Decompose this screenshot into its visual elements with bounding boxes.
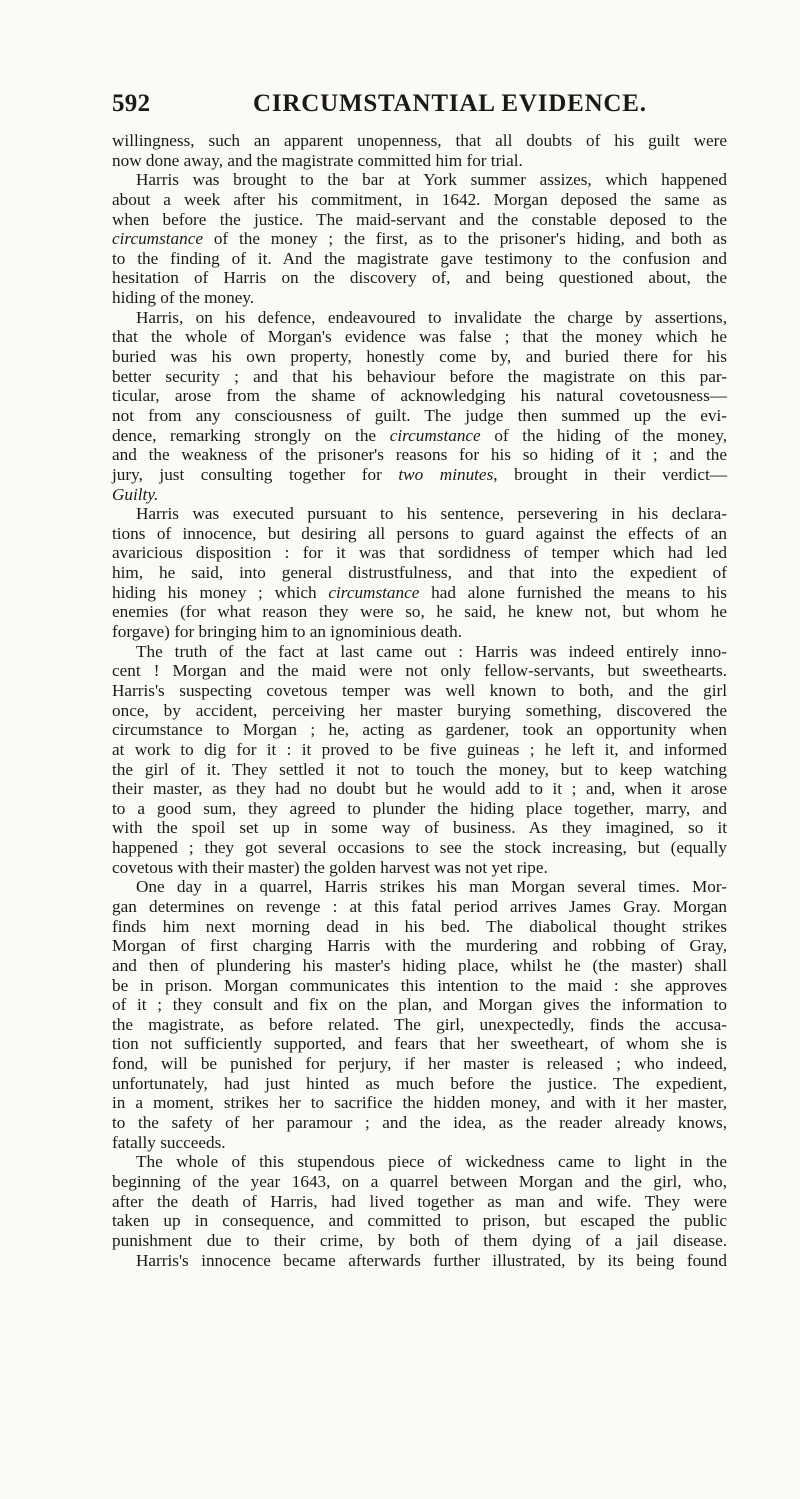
text-line: Harris, on his defence, endeavoured to invalidate the charge by assertions, [136, 307, 727, 327]
text-line: covetous with their master) the golden harvest was not yet ripe. [112, 857, 548, 877]
running-head: CIRCUMSTANTIAL EVIDENCE. [253, 90, 647, 117]
text-line: and then of plundering his master's hiding place, whilst he (the master) shall [112, 955, 727, 975]
text-line: One day in a quarrel, Harris strikes his man Morgan several times. Mor- [136, 877, 727, 897]
text-line: The truth of the fact at last came out : Harris was indeed entirely inno- [136, 641, 727, 661]
text-line: dence, remarking strongly on the circumstance of the hiding of the money, [112, 425, 727, 445]
text-line: and the weakness of the prisoner's reasons for his so hiding of it ; and the [112, 445, 727, 465]
text-line: of it ; they consult and fix on the plan, and Morgan gives the information to [112, 995, 727, 1015]
text-line: tion not sufficiently supported, and fears that her sweetheart, of whom she is [112, 1034, 727, 1054]
text-line: Harris was brought to the bar at York summer assizes, which happened [136, 170, 727, 190]
italic-text: Guilty. [112, 484, 159, 504]
text-line: their master, as they had no doubt but he would add to it ; and, when it arose [112, 779, 727, 799]
text-line: circumstance to Morgan ; he, acting as gardener, took an opportunity when [112, 720, 727, 740]
text-line [112, 485, 727, 505]
text-line: not from any consciousness of guilt. The judge then summed up the evi- [112, 405, 727, 425]
text-line: to a good sum, they agreed to plunder the hiding place together, marry, and [112, 798, 727, 818]
text-line: Harris's innocence became afterwards further illustrated, by its being found [136, 1250, 727, 1270]
text-line: to the finding of it. And the magistrate gave testimony to the confusion and [112, 248, 727, 268]
text-line: ticular, arose from the shame of acknowledging his natural covetousness— [112, 386, 727, 406]
text-line: be in prison. Morgan communicates this intention to the maid : she approves [112, 975, 727, 995]
text-line: enemies (for what reason they were so, he said, he knew not, but whom he [112, 602, 727, 622]
body-text [112, 131, 727, 1270]
text-line: tions of innocence, but desiring all persons to guard against the effects of an [112, 523, 727, 543]
text-line: punishment due to their crime, by both of them dying of a jail disease. [112, 1230, 727, 1250]
text-line: the magistrate, as before related. The girl, unexpectedly, finds the accusa- [112, 1014, 727, 1034]
text-line: to the safety of her paramour ; and the idea, as the reader already knows, [112, 1113, 727, 1133]
text-line: hiding his money ; which circumstance had alone furnished the means to his [112, 582, 727, 602]
text-line: about a week after his commitment, in 1642. Morgan deposed the same as [112, 189, 727, 209]
text-line: buried was his own property, honestly come by, and buried there for his [112, 347, 727, 367]
text-line: cent ! Morgan and the maid were not only fellow-servants, but sweethearts. [112, 661, 727, 681]
text-line: when before the justice. The maid-servant and the constable deposed to the [112, 209, 727, 229]
text-line: at work to dig for it : it proved to be five guineas ; he left it, and informed [112, 739, 727, 759]
text-line: jury, just consulting together for two minutes, brought in their verdict— [112, 464, 727, 484]
text-line: willingness, such an apparent unopenness, that all doubts of his guilt were [112, 131, 727, 150]
text-line: Harris's suspecting covetous temper was well known to both, and the girl [112, 680, 727, 700]
italic-text: circumstance [112, 229, 203, 249]
text-line: taken up in consequence, and committed to prison, but escaped the public [112, 1211, 727, 1231]
text-line: fond, will be punished for perjury, if her master is released ; who indeed, [112, 1054, 727, 1074]
italic-text: circumstance [328, 582, 420, 602]
text-line: hesitation of Harris on the discovery of, and being questioned about, the [112, 268, 727, 288]
text-line: that the whole of Morgan's evidence was false ; that the money which he [112, 327, 727, 347]
italic-text: two minutes [398, 464, 494, 484]
text-line: avaricious disposition : for it was that sordidness of temper which had led [112, 543, 727, 563]
text-line: now done away, and the magistrate committed him for trial. [112, 150, 523, 170]
text-line: The whole of this stupendous piece of wickedness came to light in the [136, 1152, 727, 1172]
text-line: unfortunately, had just hinted as much before the justice. The expedient, [112, 1073, 727, 1093]
italic-text: circumstance [389, 425, 481, 445]
text-line: after the death of Harris, had lived together as man and wife. They were [112, 1191, 727, 1211]
text-line: fatally succeeds. [112, 1132, 226, 1152]
text-line: forgave) for bringing him to an ignominious death. [112, 622, 463, 642]
text-line: happened ; they got several occasions to see the stock increasing, but (equally [112, 838, 727, 858]
text-line: once, by accident, perceiving her master burying something, discovered the [112, 700, 727, 720]
text-line: Morgan of first charging Harris with the murdering and robbing of Gray, [112, 936, 727, 956]
text-line: the girl of it. They settled it not to touch the money, but to keep watching [112, 759, 727, 779]
text-line: with the spoil set up in some way of business. As they imagined, so it [112, 818, 727, 838]
text-line: beginning of the year 1643, on a quarrel between Morgan and the girl, who, [112, 1171, 727, 1191]
text-line: circumstance of the money ; the first, as to the prisoner's hiding, and both as [112, 229, 727, 249]
text-line: finds him next morning dead in his bed. The diabolical thought strikes [112, 916, 727, 936]
text-line: hiding of the money. [112, 288, 255, 308]
page-header [112, 90, 732, 126]
text-line: in a moment, strikes her to sacrifice the hidden money, and with it her master, [112, 1093, 727, 1113]
text-line: better security ; and that his behaviour before the magistrate on this par- [112, 366, 727, 386]
text-line: him, he said, into general distrustfulness, and that into the expedient of [112, 563, 727, 583]
text-line: Harris was executed pursuant to his sentence, persevering in his declara- [136, 504, 727, 524]
page-number: 592 [112, 90, 151, 117]
text-line: gan determines on revenge : at this fatal period arrives James Gray. Morgan [112, 896, 727, 916]
